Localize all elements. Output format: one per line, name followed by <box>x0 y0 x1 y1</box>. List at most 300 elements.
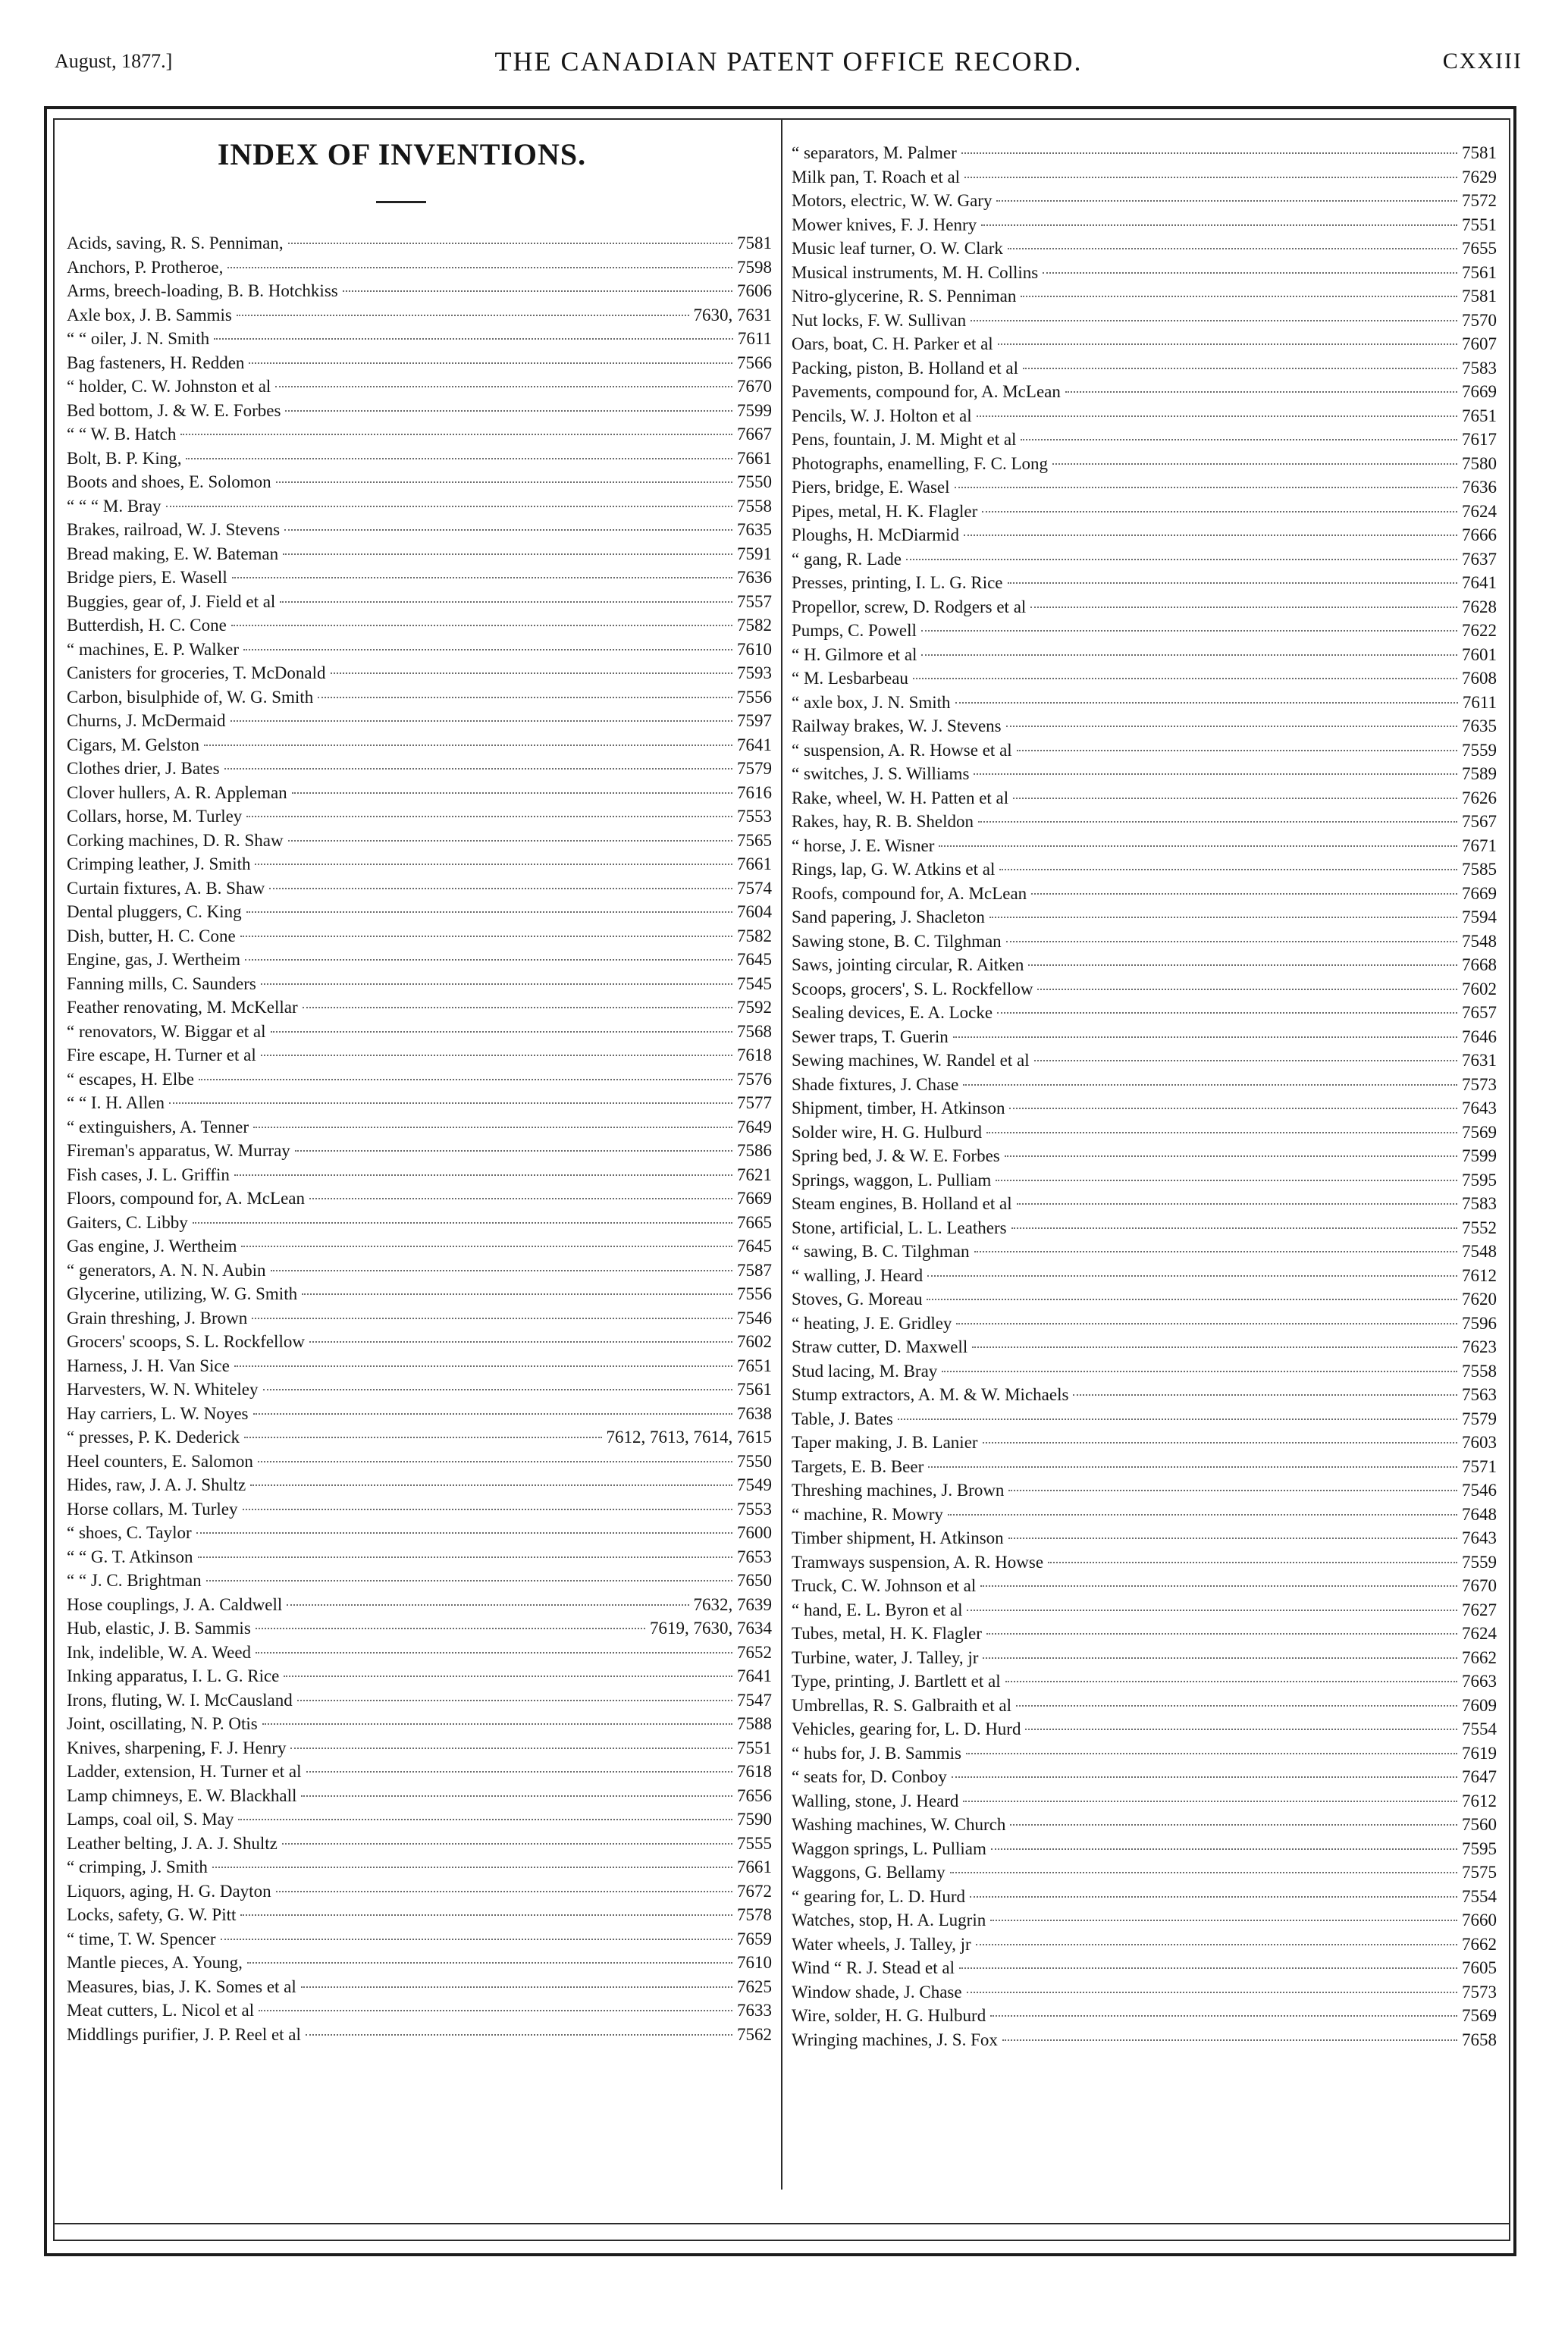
dot-leader <box>253 1413 732 1415</box>
patent-number: 7618 <box>737 1762 772 1781</box>
dot-leader <box>963 1084 1457 1086</box>
entry-text: Lamp chimneys, E. W. Blackhall <box>67 1785 297 1805</box>
patent-number: 7661 <box>737 1857 772 1876</box>
dot-leader <box>927 1299 1457 1300</box>
dot-leader <box>241 1246 732 1247</box>
entry-text: Rake, wheel, W. H. Patten et al <box>792 788 1009 807</box>
patent-number: 7650 <box>737 1571 772 1590</box>
entry-text: Cigars, M. Gelston <box>67 735 200 754</box>
patent-number: 7575 <box>1462 1863 1497 1882</box>
patent-number: 7601 <box>1462 644 1497 664</box>
entry-text: Curtain fixtures, A. B. Shaw <box>67 878 265 898</box>
dot-leader <box>231 625 732 626</box>
patent-number: 7585 <box>1462 860 1497 879</box>
dot-leader <box>234 1174 732 1176</box>
entry-text: Harvesters, W. N. Whiteley <box>67 1380 259 1399</box>
entry-text: “ crimping, J. Smith <box>67 1857 208 1876</box>
patent-number: 7554 <box>1462 1886 1497 1906</box>
dot-leader <box>1043 272 1457 274</box>
patent-number: 7597 <box>737 711 772 730</box>
patent-number: 7610 <box>737 639 772 659</box>
index-entry <box>67 518 772 542</box>
patent-number: 7549 <box>737 1475 772 1494</box>
index-entry <box>67 447 772 471</box>
patent-number: 7625 <box>737 1976 772 1996</box>
dot-leader <box>1037 989 1457 990</box>
entry-text: Fireman's apparatus, W. Murray <box>67 1141 290 1160</box>
dot-leader <box>290 1748 732 1749</box>
patent-number: 7560 <box>1462 1815 1497 1834</box>
entry-text: Mantle pieces, A. Young, <box>67 1953 243 1972</box>
patent-number: 7581 <box>737 234 772 252</box>
patent-number: 7629 <box>1462 167 1497 187</box>
entry-text: Stone, artificial, L. L. Leathers <box>792 1218 1007 1237</box>
patent-number: 7612 <box>1462 1265 1497 1285</box>
index-entry <box>67 948 772 972</box>
patent-number: 7670 <box>737 377 772 396</box>
entry-text: Bread making, E. W. Bateman <box>67 544 279 563</box>
index-entry <box>792 810 1497 834</box>
dot-leader <box>980 1585 1457 1587</box>
title-rule <box>376 201 426 203</box>
dot-leader <box>1008 582 1457 584</box>
index-entry <box>792 261 1497 285</box>
patent-number: 7666 <box>1462 525 1497 544</box>
index-entry <box>67 470 772 494</box>
index-entry <box>67 1234 772 1259</box>
dot-leader <box>258 1461 732 1462</box>
index-entry <box>792 1694 1497 1718</box>
index-entry <box>792 1885 1497 1909</box>
index-entry <box>67 2023 772 2047</box>
index-entry <box>792 1956 1497 1980</box>
patent-number: 7635 <box>737 520 772 539</box>
patent-number: 7602 <box>1462 979 1497 998</box>
dot-leader <box>942 1371 1457 1372</box>
entry-text: Engine, gas, J. Wertheim <box>67 950 240 969</box>
patent-number: 7661 <box>737 854 772 873</box>
patent-number: 7628 <box>1462 597 1497 616</box>
index-entry <box>67 279 772 303</box>
dot-leader <box>1073 1394 1457 1396</box>
dot-leader <box>240 1914 732 1916</box>
patent-number: 7641 <box>737 735 772 754</box>
dot-leader <box>301 1795 732 1797</box>
index-entry <box>792 213 1497 237</box>
index-entry <box>67 876 772 901</box>
entry-text: Arms, breech-loading, B. B. Hotchkiss <box>67 281 338 300</box>
dot-leader <box>280 601 732 603</box>
patent-number: 7621 <box>737 1165 772 1184</box>
dot-leader <box>978 821 1457 823</box>
index-entry <box>67 1259 772 1283</box>
entry-text: Pens, fountain, J. M. Might et al <box>792 430 1017 449</box>
index-entry <box>792 1001 1497 1025</box>
dot-leader <box>1021 296 1457 297</box>
patent-number: 7657 <box>1462 1003 1497 1022</box>
index-entry <box>67 1091 772 1115</box>
index-entry <box>792 691 1497 715</box>
index-entry <box>67 829 772 853</box>
dot-leader <box>1016 1705 1457 1707</box>
entry-text: “ axle box, J. N. Smith <box>792 692 951 712</box>
dot-leader <box>331 672 733 674</box>
index-entry <box>67 900 772 924</box>
index-entry <box>67 351 772 375</box>
entry-text: Hose couplings, J. A. Caldwell <box>67 1594 283 1614</box>
patent-number: 7570 <box>1462 310 1497 330</box>
index-entry <box>67 995 772 1020</box>
entry-text: “ M. Lesbarbeau <box>792 669 908 688</box>
patent-number: 7655 <box>1462 239 1497 258</box>
entry-text: Wringing machines, J. S. Fox <box>792 2030 998 2049</box>
dot-leader <box>247 1962 732 1964</box>
entry-text: “ heating, J. E. Gridley <box>792 1313 952 1333</box>
dot-leader <box>253 1127 732 1128</box>
dot-leader <box>1021 439 1457 440</box>
dot-leader <box>948 1514 1457 1516</box>
index-entry <box>67 1450 772 1474</box>
entry-text: Joint, oscillating, N. P. Otis <box>67 1714 258 1733</box>
patent-number: 7609 <box>1462 1695 1497 1715</box>
dot-leader <box>259 2010 732 2011</box>
entry-text: Musical instruments, M. H. Collins <box>792 262 1039 282</box>
entry-text: Umbrellas, R. S. Galbraith et al <box>792 1695 1011 1715</box>
dot-leader <box>955 702 1458 704</box>
index-entry <box>792 1335 1497 1359</box>
dot-leader <box>997 1012 1457 1014</box>
index-entry <box>792 1813 1497 1837</box>
index-entry <box>67 638 772 662</box>
index-entry <box>792 165 1497 190</box>
index-entry <box>792 189 1497 213</box>
patent-number: 7546 <box>737 1308 772 1328</box>
patent-number: 7645 <box>737 1237 772 1255</box>
entry-text: Boots and shoes, E. Solomon <box>67 472 271 491</box>
index-entry <box>67 1330 772 1354</box>
dot-leader <box>256 1652 732 1654</box>
index-entry <box>792 1622 1497 1646</box>
dot-leader <box>989 917 1457 918</box>
dot-leader <box>921 630 1457 632</box>
dot-leader <box>243 1509 732 1510</box>
dot-leader <box>227 267 732 268</box>
index-entry <box>67 972 772 996</box>
dot-leader <box>199 1079 732 1080</box>
entry-text: Turbine, water, J. Talley, jr <box>792 1647 979 1667</box>
dot-leader <box>921 654 1457 656</box>
dot-leader <box>1011 1227 1457 1229</box>
entry-text: Mower knives, F. J. Henry <box>792 215 977 234</box>
entry-text: “ sawing, B. C. Tilghman <box>792 1242 970 1261</box>
patent-number: 7659 <box>737 1929 772 1948</box>
page-header <box>55 42 1523 80</box>
dot-leader <box>1006 726 1457 727</box>
column-divider <box>781 120 782 2190</box>
dot-leader <box>1028 964 1457 966</box>
index-entry <box>67 303 772 328</box>
dot-leader <box>295 1150 732 1152</box>
index-entry <box>792 1168 1497 1193</box>
dot-leader <box>246 816 732 817</box>
dot-leader <box>261 1055 732 1056</box>
dot-leader <box>1048 1562 1457 1563</box>
dot-leader <box>971 320 1457 321</box>
dot-leader <box>1005 1155 1457 1157</box>
patent-number: 7602 <box>737 1332 772 1351</box>
dot-leader <box>288 243 732 244</box>
entry-text: Lamps, coal oil, S. May <box>67 1810 234 1829</box>
dot-leader <box>343 290 732 292</box>
entry-text: Clover hullers, A. R. Appleman <box>67 782 287 802</box>
dot-leader <box>990 2015 1457 2017</box>
patent-number: 7663 <box>1462 1672 1497 1691</box>
dot-leader <box>306 1771 732 1773</box>
entry-text: Grain threshing, J. Brown <box>67 1308 248 1328</box>
index-entry <box>792 1765 1497 1789</box>
index-entry <box>792 1096 1497 1121</box>
index-entry <box>792 857 1497 882</box>
patent-number: 7623 <box>1462 1337 1497 1356</box>
entry-text: Truck, C. W. Johnson et al <box>792 1576 977 1595</box>
index-entry <box>67 613 772 638</box>
entry-text: Oars, boat, C. H. Parker et al <box>792 334 993 353</box>
index-entry <box>792 1144 1497 1168</box>
entry-text: Bed bottom, J. & W. E. Forbes <box>67 400 281 420</box>
index-entry <box>792 1240 1497 1264</box>
entry-text: Straw cutter, D. Maxwell <box>792 1337 968 1356</box>
entry-text: Sand papering, J. Shacleton <box>792 908 985 926</box>
index-entry <box>67 661 772 685</box>
patent-number: 7598 <box>737 257 772 277</box>
entry-text: Bolt, B. P. King, <box>67 448 182 468</box>
dot-leader <box>303 1007 732 1008</box>
patent-number: 7576 <box>737 1069 772 1089</box>
index-entry <box>67 709 772 733</box>
index-entry <box>67 1354 772 1378</box>
index-entry <box>67 1067 772 1092</box>
dot-leader <box>956 1323 1457 1324</box>
patent-number: 7617 <box>1462 430 1497 449</box>
patent-number: 7643 <box>1462 1528 1497 1547</box>
patent-number: 7618 <box>737 1045 772 1064</box>
dot-leader <box>1008 1490 1457 1491</box>
entry-text: Clothes drier, J. Bates <box>67 759 220 778</box>
entry-text: Buggies, gear of, J. Field et al <box>67 591 276 611</box>
index-entry <box>67 1760 772 1784</box>
dot-leader <box>271 1270 732 1271</box>
patent-number: 7586 <box>737 1141 772 1160</box>
patent-number: 7622 <box>1462 621 1497 640</box>
patent-number: 7636 <box>737 568 772 587</box>
entry-text: “ presses, P. K. Dederick <box>67 1428 240 1447</box>
dot-leader <box>991 1848 1457 1850</box>
index-entry <box>67 422 772 447</box>
dot-leader <box>928 1466 1457 1468</box>
dot-leader <box>1065 391 1457 393</box>
entry-text: Pavements, compound for, A. McLean <box>792 382 1061 401</box>
index-entry <box>792 619 1497 643</box>
dot-leader <box>306 2034 732 2036</box>
index-entry <box>792 1407 1497 1431</box>
patent-number: 7552 <box>1462 1218 1497 1237</box>
patent-number: 7647 <box>1462 1767 1497 1786</box>
dot-leader <box>256 1628 645 1629</box>
dot-leader <box>262 1723 732 1725</box>
dot-leader <box>967 1610 1457 1611</box>
index-entry <box>792 332 1497 356</box>
patent-number: 7566 <box>737 353 772 372</box>
entry-text: Grocers' scoops, S. L. Rockfellow <box>67 1332 305 1351</box>
entry-text: Middlings purifier, J. P. Reel et al <box>67 2024 301 2044</box>
dot-leader <box>1031 893 1457 895</box>
index-entry <box>792 500 1497 524</box>
entry-text: Music leaf turner, O. W. Clark <box>792 239 1003 258</box>
patent-number: 7556 <box>737 1284 772 1303</box>
dot-leader <box>955 487 1457 488</box>
dot-leader <box>255 864 732 865</box>
patent-number: 7568 <box>737 1021 772 1041</box>
index-entry <box>67 1903 772 1927</box>
patent-number: 7605 <box>1462 1958 1497 1977</box>
index-entry <box>67 733 772 757</box>
entry-text: Washing machines, W. Church <box>792 1815 1006 1834</box>
patent-number: 7545 <box>737 973 772 993</box>
dot-leader <box>1006 941 1457 942</box>
entry-text: Vehicles, gearing for, L. D. Hurd <box>792 1719 1021 1738</box>
entry-text: Harness, J. H. Van Sice <box>67 1356 230 1375</box>
entry-text: Tubes, metal, H. K. Flagler <box>792 1624 982 1643</box>
index-entry <box>792 237 1497 261</box>
index-entry <box>67 1975 772 1999</box>
entry-text: Crimping leather, J. Smith <box>67 854 251 873</box>
entry-text: Butterdish, H. C. Cone <box>67 616 227 635</box>
entry-text: Acids, saving, R. S. Penniman, <box>67 234 284 252</box>
patent-number: 7626 <box>1462 788 1497 807</box>
patent-number: 7546 <box>1462 1481 1497 1500</box>
patent-number: 7658 <box>1462 2030 1497 2049</box>
patent-number: 7551 <box>737 1738 772 1757</box>
index-entry <box>792 1025 1497 1049</box>
patent-number: 7578 <box>737 1905 772 1924</box>
patent-number: 7589 <box>1462 764 1497 783</box>
index-entry <box>792 1455 1497 1479</box>
entry-text: Tramways suspension, A. R. Howse <box>792 1552 1044 1572</box>
index-entry <box>67 1521 772 1545</box>
index-entry <box>792 1860 1497 1885</box>
index-entry <box>67 1569 772 1593</box>
index-entry <box>67 590 772 614</box>
patent-number: 7643 <box>1462 1099 1497 1118</box>
dot-leader <box>240 936 732 937</box>
entry-text: Corking machines, D. R. Shaw <box>67 830 284 850</box>
patent-number: 7616 <box>737 782 772 802</box>
entry-text: Sewing machines, W. Randel et al <box>792 1051 1030 1070</box>
index-entry <box>67 1163 772 1187</box>
index-entry <box>67 1641 772 1665</box>
patent-number: 7587 <box>737 1260 772 1280</box>
dot-leader <box>898 1418 1457 1420</box>
dot-leader <box>966 1753 1457 1754</box>
dot-leader <box>292 792 732 794</box>
entry-text: Gaiters, C. Libby <box>67 1212 188 1232</box>
index-entry <box>67 1951 772 1975</box>
entry-text: Hay carriers, L. W. Noyes <box>67 1403 249 1423</box>
patent-number: 7581 <box>1462 287 1497 306</box>
patent-number: 7550 <box>737 1451 772 1471</box>
patent-number: 7547 <box>737 1690 772 1710</box>
index-entry <box>67 1736 772 1760</box>
patent-number: 7577 <box>737 1093 772 1112</box>
patent-number: 7583 <box>1462 1194 1497 1213</box>
index-entry <box>792 547 1497 572</box>
entry-text: “ escapes, H. Elbe <box>67 1069 194 1089</box>
dot-leader <box>263 1389 732 1390</box>
bottom-rule <box>53 2223 1510 2224</box>
dot-leader <box>1008 248 1457 249</box>
index-entry <box>67 1545 772 1569</box>
patent-number: 7661 <box>737 448 772 468</box>
index-entry <box>792 643 1497 667</box>
entry-text: Wire, solder, H. G. Hulburd <box>792 2006 986 2025</box>
index-entry <box>792 1049 1497 1073</box>
patent-number: 7641 <box>737 1666 772 1685</box>
entry-text: Dish, butter, H. C. Cone <box>67 926 236 945</box>
entry-text: Measures, bias, J. K. Somes et al <box>67 1976 296 1996</box>
dot-leader <box>983 1442 1457 1444</box>
dot-leader <box>906 559 1457 560</box>
patent-number: 7563 <box>1462 1385 1497 1404</box>
index-entry <box>792 762 1497 786</box>
entry-text: Heel counters, E. Salomon <box>67 1451 253 1471</box>
patent-number: 7651 <box>737 1356 772 1375</box>
patent-number: 7583 <box>1462 358 1497 378</box>
index-entry <box>792 1980 1497 2005</box>
dot-leader <box>974 1251 1457 1252</box>
patent-number: 7603 <box>1462 1433 1497 1452</box>
dot-leader <box>1017 750 1457 751</box>
entry-text: Knives, sharpening, F. J. Henry <box>67 1738 287 1757</box>
index-entry <box>67 1998 772 2023</box>
dot-leader <box>1034 1060 1457 1061</box>
patent-number: 7669 <box>1462 883 1497 903</box>
entry-text: Saws, jointing circular, R. Aitken <box>792 955 1024 974</box>
patent-number: 7548 <box>1462 1242 1497 1261</box>
entry-text: “ hubs for, J. B. Sammis <box>792 1743 961 1763</box>
dot-leader <box>285 410 732 412</box>
index-entry <box>792 284 1497 309</box>
index-entry <box>67 804 772 829</box>
entry-text: Inking apparatus, I. L. G. Rice <box>67 1666 280 1685</box>
patent-number: 7665 <box>737 1212 772 1232</box>
patent-number: 7557 <box>737 591 772 611</box>
dot-leader <box>288 840 732 842</box>
dot-leader <box>180 434 732 435</box>
dot-leader <box>276 1891 732 1892</box>
entry-text: Hub, elastic, J. B. Sammis <box>67 1619 251 1638</box>
dot-leader <box>1025 1729 1457 1730</box>
index-entry <box>67 327 772 351</box>
publication-title: THE CANADIAN PATENT OFFICE RECORD. <box>494 46 1083 77</box>
index-entry <box>67 542 772 566</box>
patent-number: 7600 <box>737 1523 772 1542</box>
index-entry <box>792 1598 1497 1622</box>
patent-number: 7599 <box>737 400 772 420</box>
patent-number: 7632, 7639 <box>693 1594 772 1614</box>
patent-number: 7561 <box>1462 262 1497 282</box>
index-entry <box>67 781 772 805</box>
issue-date: August, 1877.] <box>55 50 173 72</box>
